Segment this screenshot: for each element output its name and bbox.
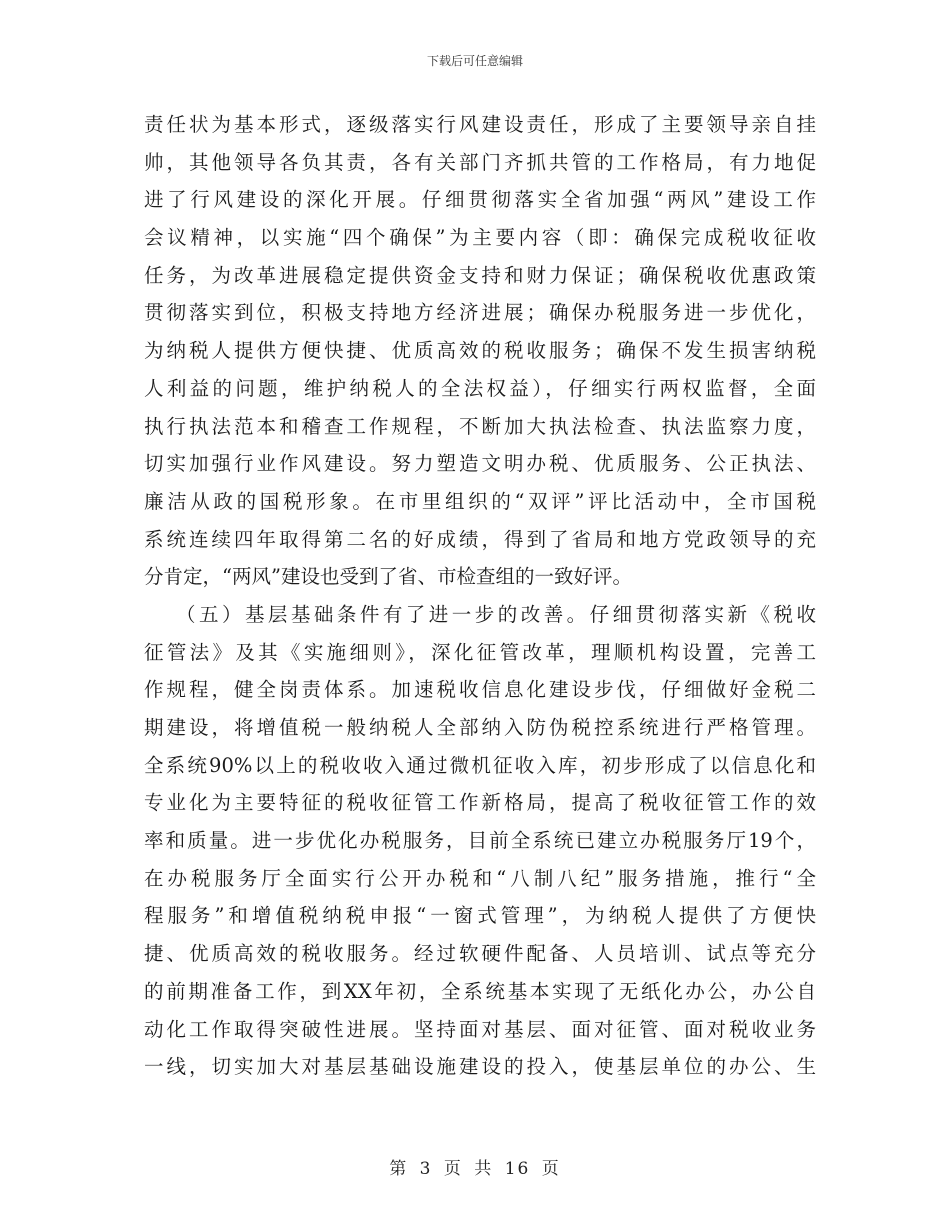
text-line: 作规程，健全岗责体系。加速税收信息化建设步伐，仔细做好金税二	[144, 678, 816, 702]
text-line: 捷、优质高效的税收服务。经过软硬件配备、人员培训、试点等充分	[144, 942, 816, 966]
text-line: 动化工作取得突破性进展。坚持面对基层、面对征管、面对税收业务	[144, 1017, 816, 1041]
text-line: 任务，为改革进展稳定提供资金支持和财力保证；确保税收优惠政策	[144, 263, 816, 287]
text-line: 贯彻落实到位，积极支持地方经济进展；确保办税服务进一步优化，	[144, 301, 816, 325]
text-line: 全系统90%以上的税收收入通过微机征收入库，初步形成了以信息化和	[144, 753, 816, 777]
text-line: 进了行风建设的深化开展。仔细贯彻落实全省加强“两风”建设工作	[144, 188, 816, 212]
text-line: 切实加强行业作风建设。努力塑造文明办税、优质服务、公正执法、	[144, 452, 816, 476]
text-line: 会议精神，以实施“四个确保”为主要内容（即：确保完成税收征收	[144, 226, 816, 250]
section-heading-line: （五）基层基础条件有了进一步的改善。仔细贯彻落实新《税收	[176, 602, 816, 626]
text-line: 一线，切实加大对基层基础设施建设的投入，使基层单位的办公、生	[144, 1055, 816, 1079]
text-line: 征管法》及其《实施细则》，深化征管改革，理顺机构设置，完善工	[144, 640, 816, 664]
text-line: 系统连续四年取得第二名的好成绩，得到了省局和地方党政领导的充	[144, 527, 816, 551]
text-line: 专业化为主要特征的税收征管工作新格局，提高了税收征管工作的效	[144, 791, 816, 815]
text-line-paragraph-end: 分肯定，“两风”建设也受到了省、市检查组的一致好评。	[144, 565, 632, 589]
text-line: 责任状为基本形式，逐级落实行风建设责任，形成了主要领导亲自挂	[144, 113, 816, 136]
header-note: 下载后可任意编辑	[426, 54, 523, 68]
text-line: 执行执法范本和稽查工作规程，不断加大执法检查、执法监察力度，	[144, 414, 816, 438]
text-line: 率和质量。进一步优化办税服务，目前全系统已建立办税服务厅19个，	[144, 829, 816, 853]
text-line: 帅，其他领导各负其责，各有关部门齐抓共管的工作格局，有力地促	[144, 150, 816, 174]
text-line: 的前期准备工作，到XX年初，全系统基本实现了无纸化办公，办公自	[144, 979, 816, 1003]
text-line: 廉洁从政的国税形象。在市里组织的“双评”评比活动中，全市国税	[144, 489, 816, 513]
document-body	[144, 106, 816, 1086]
text-line: 人利益的问题，维护纳税人的全法权益），仔细实行两权监督，全面	[144, 376, 816, 400]
page-number-footer: 第 3 页 共 16 页	[389, 1159, 561, 1179]
text-line: 程服务”和增值税纳税申报“一窗式管理”，为纳税人提供了方便快	[144, 904, 816, 928]
text-line: 在办税服务厅全面实行公开办税和“八制八纪”服务措施，推行“全	[144, 866, 816, 890]
text-line: 期建设，将增值税一般纳税人全部纳入防伪税控系统进行严格管理。	[144, 716, 816, 739]
text-line: 为纳税人提供方便快捷、优质高效的税收服务；确保不发生损害纳税	[144, 339, 816, 363]
